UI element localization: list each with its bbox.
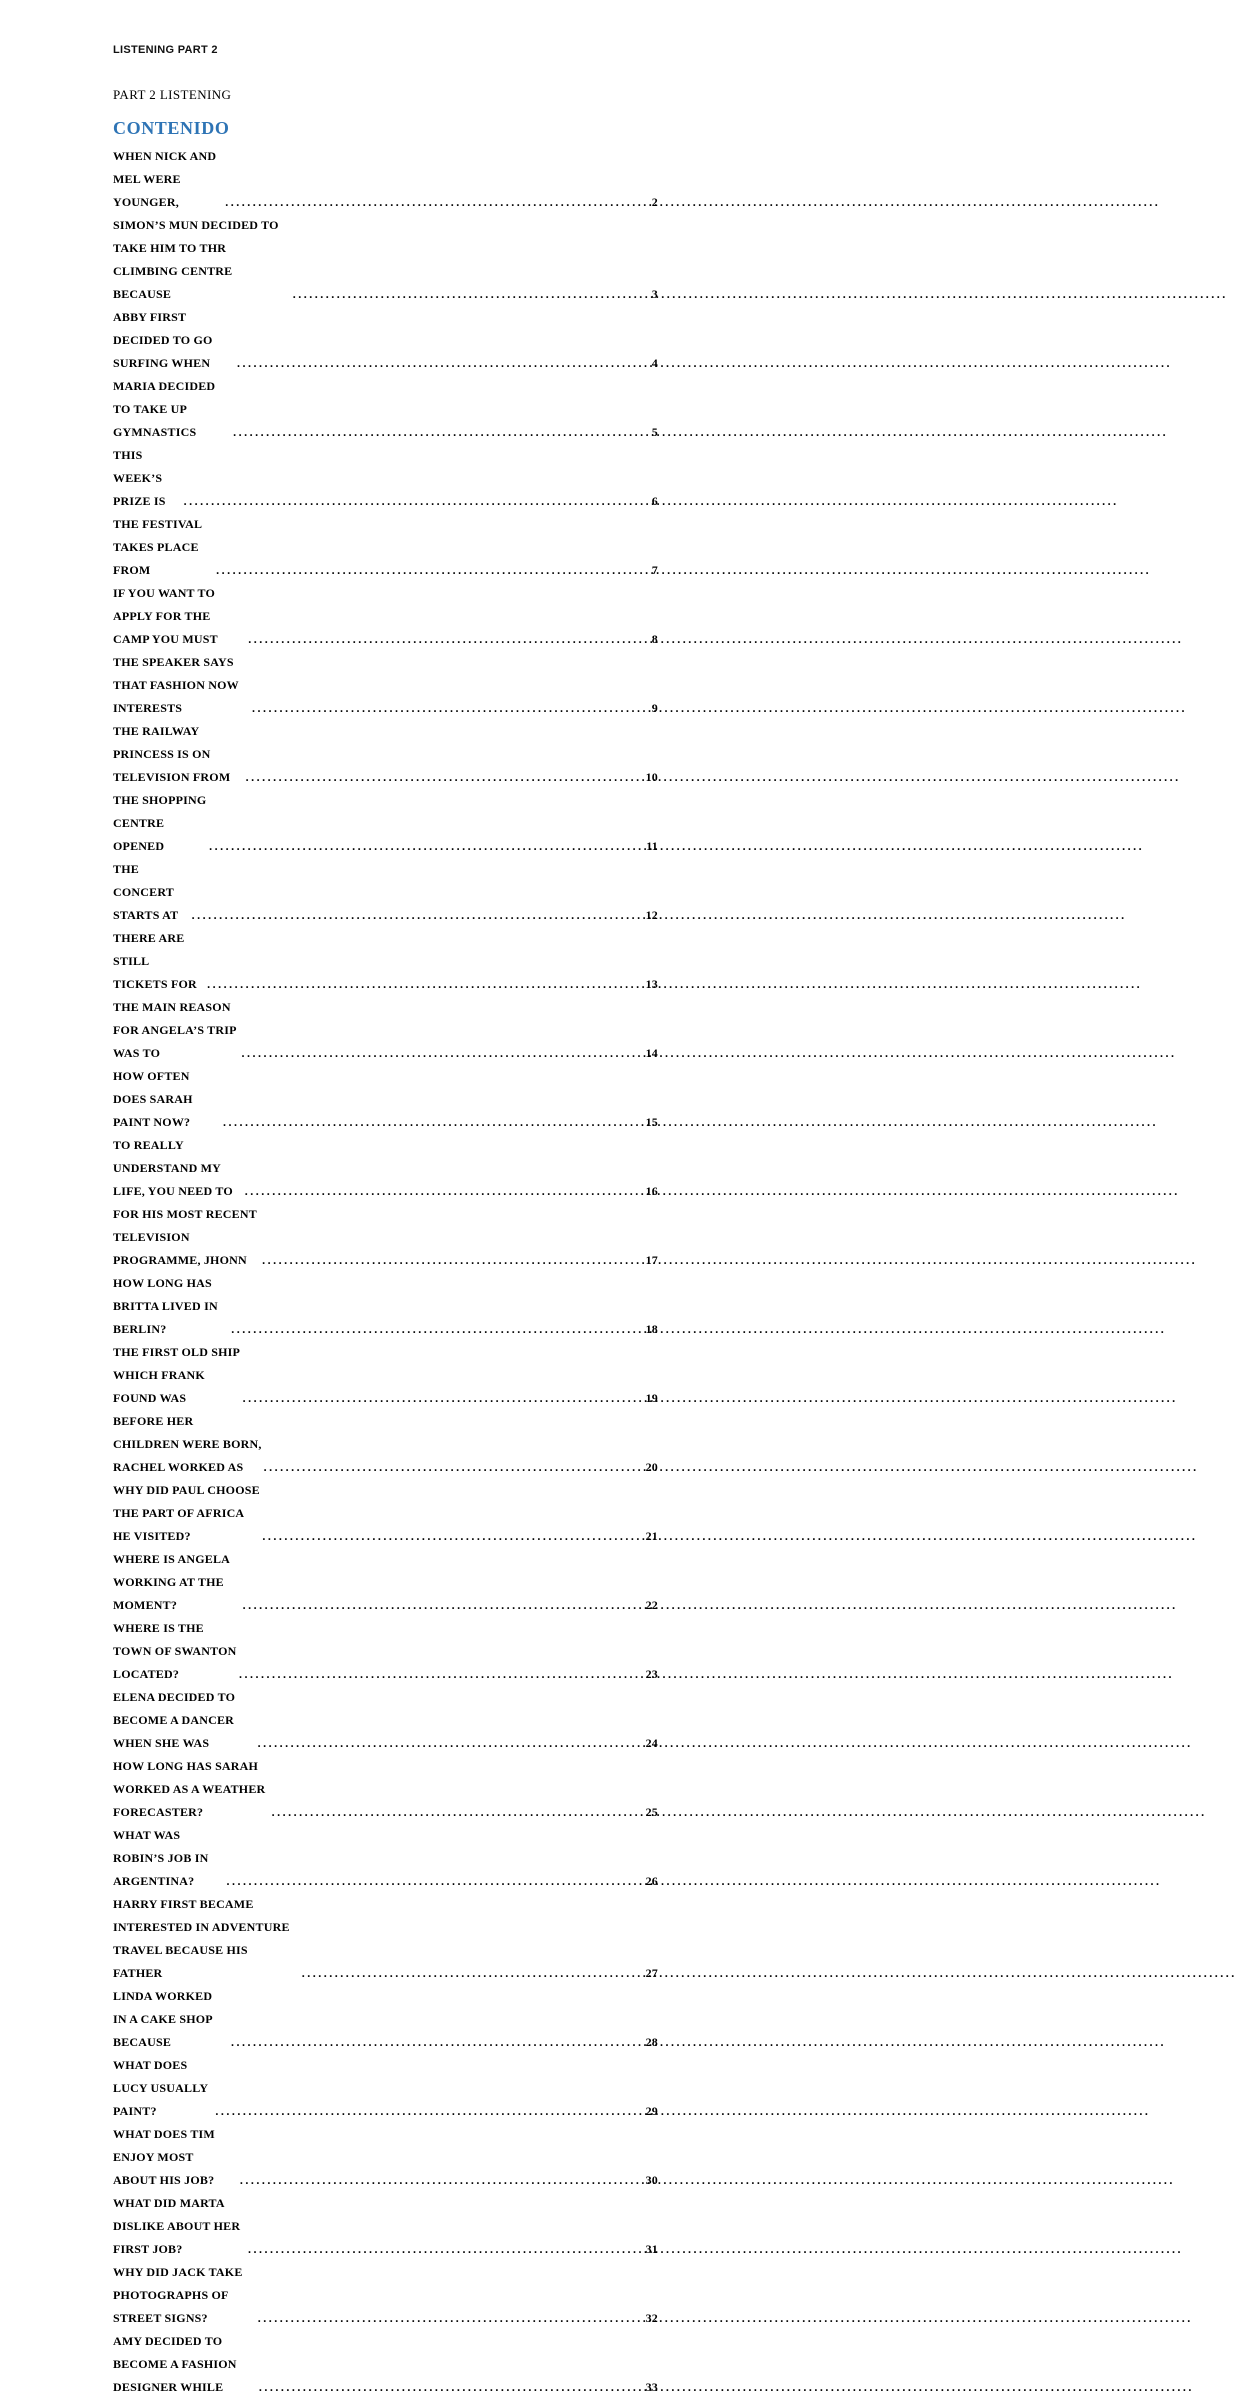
- toc-dot-leader: [237, 352, 650, 375]
- toc-dot-leader: [233, 421, 650, 444]
- toc-dot-leader: [258, 2307, 644, 2330]
- toc-list: [113, 145, 658, 2399]
- toc-page-number: 2: [651, 195, 658, 209]
- toc-entry-text: MARIA DECIDED TO TAKE UP GYMNASTICS: [113, 379, 216, 439]
- toc-entry-text: WHEN NICK AND MEL WERE YOUNGER,: [113, 149, 217, 209]
- toc-entry-text: AMY DECIDED TO BECOME A FASHION DESIGNER WHILE: [113, 2334, 237, 2394]
- toc-page-number: 26: [645, 1874, 658, 1888]
- toc-entry-text: HOW LONG HAS SARAH WORKED AS A WEATHER FORECASTER?: [113, 1759, 266, 1819]
- toc-entry-text: WHAT DID MARTA DISLIKE ABOUT HER FIRST JOB?: [113, 2196, 241, 2256]
- toc-entry-text: HARRY FIRST BECAME INTERESTED IN ADVENTURE TRAVEL BECAUSE HIS FATHER: [113, 1897, 290, 1980]
- toc-page-number: 31: [645, 2242, 658, 2256]
- toc-entry[interactable]: [113, 306, 658, 375]
- running-header: LISTENING PART 2: [113, 44, 218, 56]
- toc-entry[interactable]: [113, 1686, 658, 1755]
- toc-dot-leader: [262, 1249, 644, 1272]
- toc-page-number: 33: [645, 2380, 658, 2394]
- toc-dot-leader: [293, 283, 650, 306]
- toc-entry-text: WHAT WAS ROBIN’S JOB IN ARGENTINA?: [113, 1828, 209, 1888]
- toc-entry[interactable]: [113, 720, 658, 789]
- toc-dot-leader: [252, 697, 650, 720]
- toc-page-number: 12: [645, 908, 658, 922]
- toc-page-number: 3: [651, 287, 658, 301]
- toc-dot-leader: [264, 1456, 644, 1479]
- toc-page-number: 15: [645, 1115, 658, 1129]
- toc-entry-text: LINDA WORKED IN A CAKE SHOP BECAUSE: [113, 1989, 213, 2049]
- toc-entry-text: SIMON’S MUN DECIDED TO TAKE HIM TO THR CLIMBING CENTRE BECAUSE: [113, 218, 279, 301]
- toc-dot-leader: [248, 2238, 644, 2261]
- toc-entry[interactable]: [113, 375, 658, 444]
- toc-entry-text: THE MAIN REASON FOR ANGELA’S TRIP WAS TO: [113, 1000, 236, 1060]
- toc-dot-leader: [241, 1042, 643, 1065]
- toc-dot-leader: [248, 628, 650, 651]
- toc-entry[interactable]: [113, 1548, 658, 1617]
- toc-dot-leader: [216, 559, 650, 582]
- toc-page-number: 9: [651, 701, 658, 715]
- toc-dot-leader: [243, 1387, 644, 1410]
- toc-entry[interactable]: [113, 996, 658, 1065]
- toc-entry-text: THE FESTIVAL TAKES PLACE FROM: [113, 517, 202, 577]
- toc-entry[interactable]: [113, 927, 658, 996]
- toc-page-number: 30: [645, 2173, 658, 2187]
- toc-entry-text: HOW LONG HAS BRITTA LIVED IN BERLIN?: [113, 1276, 218, 1336]
- toc-entry[interactable]: [113, 2123, 658, 2192]
- toc-dot-leader: [245, 1180, 644, 1203]
- toc-dot-leader: [223, 1111, 644, 1134]
- toc-entry[interactable]: [113, 1617, 658, 1686]
- toc-entry[interactable]: [113, 444, 658, 513]
- toc-entry[interactable]: [113, 513, 658, 582]
- toc-entry-text: BEFORE HER CHILDREN WERE BORN, RACHEL WORKED AS: [113, 1414, 262, 1474]
- toc-page-number: 5: [651, 425, 658, 439]
- toc-page-number: 6: [651, 494, 658, 508]
- toc-page-number: 19: [645, 1391, 658, 1405]
- toc-dot-leader: [259, 2376, 644, 2399]
- toc-entry-text: THE FIRST OLD SHIP WHICH FRANK FOUND WAS: [113, 1345, 240, 1405]
- toc-dot-leader: [239, 1663, 644, 1686]
- toc-entry[interactable]: [113, 1479, 658, 1548]
- toc-entry-text: WHAT DOES TIM ENJOY MOST ABOUT HIS JOB?: [113, 2127, 215, 2187]
- toc-dot-leader: [207, 973, 644, 996]
- toc-dot-leader: [231, 2031, 644, 2054]
- toc-dot-leader: [240, 2169, 644, 2192]
- toc-entry[interactable]: [113, 858, 658, 927]
- toc-dot-leader: [226, 1870, 643, 1893]
- toc-page-number: 11: [646, 839, 658, 853]
- toc-entry-text: HOW OFTEN DOES SARAH PAINT NOW?: [113, 1069, 193, 1129]
- toc-page-number: 25: [645, 1805, 658, 1819]
- toc-page-number: 13: [645, 977, 658, 991]
- toc-entry-text: IF YOU WANT TO APPLY FOR THE CAMP YOU MUST: [113, 586, 218, 646]
- toc-entry-text: WHY DID PAUL CHOOSE THE PART OF AFRICA HE VISITED?: [113, 1483, 260, 1543]
- toc-entry[interactable]: [113, 2054, 658, 2123]
- toc-page-number: 32: [645, 2311, 658, 2325]
- toc-entry[interactable]: [113, 1410, 658, 1479]
- toc-entry-text: WHERE IS THE TOWN OF SWANTON LOCATED?: [113, 1621, 237, 1681]
- toc-page-number: 28: [645, 2035, 658, 2049]
- toc-dot-leader: [184, 490, 650, 513]
- toc-entry[interactable]: [113, 651, 658, 720]
- toc-entry[interactable]: [113, 214, 658, 306]
- toc-entry-text: THE SHOPPING CENTRE OPENED: [113, 793, 207, 853]
- toc-entry-text: TO REALLY UNDERSTAND MY LIFE, YOU NEED TO: [113, 1138, 233, 1198]
- toc-title: CONTENIDO: [113, 118, 230, 138]
- toc-entry[interactable]: [113, 1065, 658, 1134]
- toc-dot-leader: [246, 766, 644, 789]
- toc-entry[interactable]: [113, 2330, 658, 2399]
- toc-page-number: 27: [645, 1966, 658, 1980]
- toc-dot-leader: [243, 1594, 644, 1617]
- toc-page-number: 18: [645, 1322, 658, 1336]
- toc-entry[interactable]: [113, 2261, 658, 2330]
- toc-entry-text: FOR HIS MOST RECENT TELEVISION PROGRAMME, JHONN: [113, 1207, 257, 1267]
- toc-entry-text: THE SPEAKER SAYS THAT FASHION NOW INTERESTS: [113, 655, 239, 715]
- toc-entry[interactable]: [113, 1134, 658, 1203]
- toc-page-number: 24: [645, 1736, 658, 1750]
- toc-dot-leader: [302, 1962, 644, 1985]
- toc-page-number: 29: [645, 2104, 658, 2118]
- toc-entry[interactable]: [113, 1824, 658, 1893]
- toc-entry[interactable]: [113, 1755, 658, 1824]
- toc-page-number: 8: [651, 632, 658, 646]
- toc-page-number: 21: [645, 1529, 658, 1543]
- toc-entry-text: WHAT DOES LUCY USUALLY PAINT?: [113, 2058, 208, 2118]
- toc-dot-leader: [225, 191, 650, 214]
- toc-entry-text: WHY DID JACK TAKE PHOTOGRAPHS OF STREET SIGNS?: [113, 2265, 243, 2325]
- toc-dot-leader: [209, 835, 644, 858]
- toc-entry[interactable]: [113, 2192, 658, 2261]
- toc-dot-leader: [215, 2100, 643, 2123]
- toc-entry[interactable]: [113, 582, 658, 651]
- toc-page-number: 20: [645, 1460, 658, 1474]
- toc-entry-text: WHERE IS ANGELA WORKING AT THE MOMENT?: [113, 1552, 230, 1612]
- toc-page-number: 4: [651, 356, 658, 370]
- toc-page-number: 14: [645, 1046, 658, 1060]
- toc-dot-leader: [262, 1525, 643, 1548]
- toc-page-number: 23: [645, 1667, 658, 1681]
- toc-page-number: 7: [651, 563, 658, 577]
- toc-page-number: 16: [645, 1184, 658, 1198]
- toc-page-number: 17: [645, 1253, 658, 1267]
- toc-entry-text: ELENA DECIDED TO BECOME A DANCER WHEN SHE WAS: [113, 1690, 236, 1750]
- toc-dot-leader: [192, 904, 644, 927]
- toc-entry[interactable]: [113, 789, 658, 858]
- toc-entry[interactable]: [113, 1203, 658, 1272]
- toc-entry[interactable]: [113, 1893, 658, 1985]
- toc-entry-text: THE CONCERT STARTS AT: [113, 862, 179, 922]
- toc-entry[interactable]: [113, 1985, 658, 2054]
- toc-dot-leader: [231, 1318, 643, 1341]
- toc-page-number: 22: [645, 1598, 658, 1612]
- document-subtitle: PART 2 LISTENING: [113, 87, 232, 102]
- toc-page-number: 10: [645, 770, 658, 784]
- toc-entry[interactable]: [113, 145, 658, 214]
- toc-dot-leader: [272, 1801, 644, 1824]
- toc-dot-leader: [258, 1732, 644, 1755]
- toc-entry-text: THE RAILWAY PRINCESS IS ON TELEVISION FROM: [113, 724, 231, 784]
- toc-entry-text: ABBY FIRST DECIDED TO GO SURFING WHEN: [113, 310, 213, 370]
- toc-entry[interactable]: [113, 1272, 658, 1341]
- toc-entry-text: THIS WEEK’S PRIZE IS: [113, 448, 166, 508]
- toc-entry[interactable]: [113, 1341, 658, 1410]
- toc-entry-text: THERE ARE STILL TICKETS FOR: [113, 931, 197, 991]
